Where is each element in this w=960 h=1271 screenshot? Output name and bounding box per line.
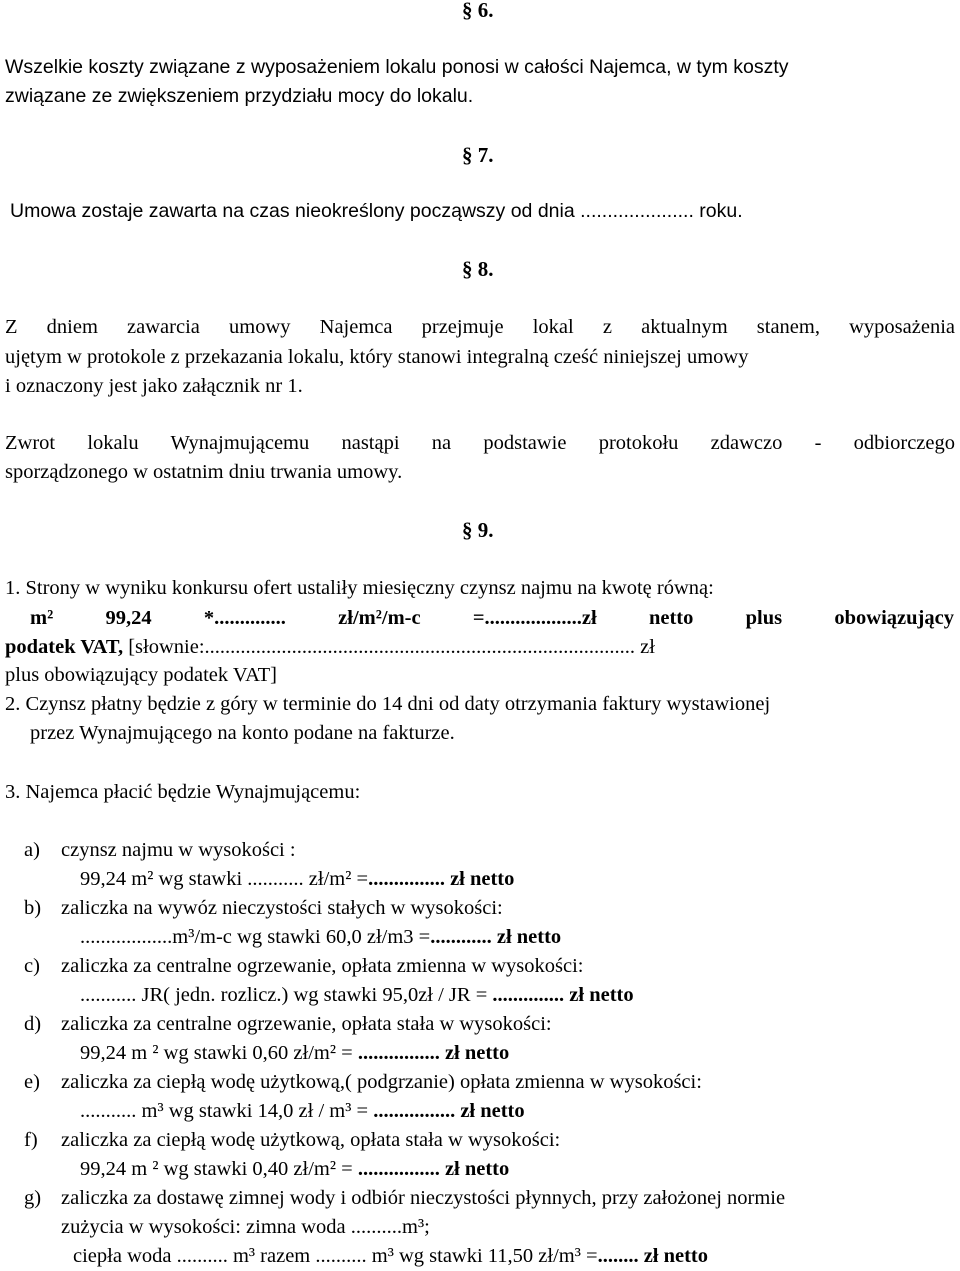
- section-9-item-1-line-3: [5, 637, 955, 658]
- fee-c-label: c): [24, 955, 40, 977]
- fee-d-text: zaliczka za centralne ogrzewanie, opłata stała w wysokości:: [61, 1013, 552, 1035]
- section-6-heading: § 6.: [462, 0, 494, 22]
- vat-label: podatek VAT,: [5, 636, 124, 658]
- section-9-item-3: 3. Najemca płacić będzie Wynajmującemu:: [5, 781, 361, 803]
- fee-a-calc: 99,24 m² wg stawki ........... zł/m² =............... zł netto: [80, 868, 515, 890]
- section-6-text-line-1: Wszelkie koszty związane z wyposażeniem lokalu ponosi w całości Najemca, w tym koszty: [5, 56, 789, 78]
- fee-a-label: a): [24, 839, 40, 861]
- fee-d-label: d): [24, 1013, 42, 1035]
- section-9-item-1-line-2: m² 99,24 *.............. zł/m²/m-c =...................zł netto plus obowiązujący: [30, 607, 954, 629]
- fee-e-label: e): [24, 1071, 40, 1093]
- fee-g-line-3: ciepła woda .......... m³ razem .......... m³ wg stawki 11,50 zł/m³ =........ zł netto: [73, 1245, 709, 1267]
- section-8-return-line-2: sporządzonego w ostatnim dniu trwania umowy.: [5, 461, 403, 483]
- section-8-heading: § 8.: [462, 257, 494, 281]
- fee-c-text: zaliczka za centralne ogrzewanie, opłata zmienna w wysokości:: [61, 955, 584, 977]
- fee-e-calc: ........... m³ wg stawki 14,0 zł / m³ = ................ zł netto: [80, 1100, 525, 1122]
- fee-e-text: zaliczka za ciepłą wodę użytkową,( podgrzanie) opłata zmienna w wysokości:: [61, 1071, 702, 1093]
- fee-f-calc: 99,24 m ² wg stawki 0,40 zł/m² = ................ zł netto: [80, 1158, 510, 1180]
- fee-g-line-2: zużycia w wysokości: zimna woda ..........m³;: [61, 1216, 430, 1238]
- section-9-item-1-line-1: 1. Strony w wyniku konkursu ofert ustaliły miesięczny czynsz najmu na kwotę równą:: [5, 577, 714, 599]
- section-9-item-2-line-1: 2. Czynsz płatny będzie z góry w terminie do 14 dni od daty otrzymania faktury wystawionej: [5, 693, 771, 715]
- in-words-field: [słownie:.................................................................................... zł: [123, 636, 655, 658]
- fee-c-calc: ........... JR( jedn. rozlicz.) wg stawki 95,0zł / JR = .............. zł netto: [80, 984, 634, 1006]
- section-8-return-line-1: Zwrot lokalu Wynajmującemu nastąpi na podstawie protokołu zdawczo - odbiorczego: [5, 432, 955, 454]
- fee-a-text: czynsz najmu w wysokości :: [61, 839, 296, 861]
- fee-b-label: b): [24, 897, 42, 919]
- section-6-text-line-2: związane ze zwiększeniem przydziału mocy do lokalu.: [5, 85, 474, 107]
- fee-d-calc: 99,24 m ² wg stawki 0,60 zł/m² = ................ zł netto: [80, 1042, 510, 1064]
- fee-f-label: f): [24, 1129, 38, 1151]
- section-8-text-line-2: ujętym w protokole z przekazania lokalu, który stanowi integralną cześć niniejszej umowy: [5, 346, 749, 368]
- fee-b-calc: ..................m³/m-c wg stawki 60,0 zł/m3 =............ zł netto: [80, 926, 562, 948]
- section-7-heading: § 7.: [462, 143, 494, 167]
- section-7-text: Umowa zostaje zawarta na czas nieokreślony począwszy od dnia ..................... roku.: [10, 200, 743, 222]
- section-9-item-1-line-4: plus obowiązujący podatek VAT]: [5, 664, 277, 686]
- fee-f-text: zaliczka za ciepłą wodę użytkową, opłata stała w wysokości:: [61, 1129, 561, 1151]
- fee-b-text: zaliczka na wywóz nieczystości stałych w wysokości:: [61, 897, 503, 919]
- section-8-text-line-1: Z dniem zawarcia umowy Najemca przejmuje lokal z aktualnym stanem, wyposażenia: [5, 316, 955, 338]
- fee-g-label: g): [24, 1187, 42, 1209]
- section-9-item-2-line-2: przez Wynajmującego na konto podane na fakturze.: [30, 722, 455, 744]
- section-8-text-line-3: i oznaczony jest jako załącznik nr 1.: [5, 375, 303, 397]
- fee-g-line-1: zaliczka za dostawę zimnej wody i odbiór nieczystości płynnych, przy założonej normie: [61, 1187, 786, 1209]
- section-9-heading: § 9.: [462, 518, 494, 542]
